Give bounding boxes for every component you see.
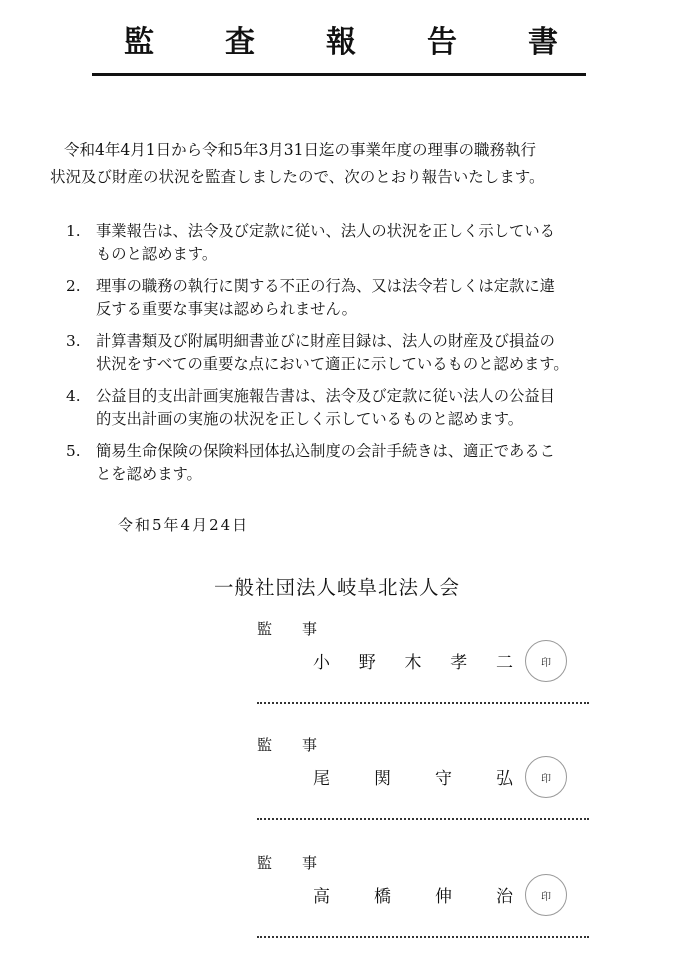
intro-line-1: 令和4年4月1日から令和5年3月31日迄の事業年度の理事の職務執行 (64, 141, 537, 159)
title-char: 査 (225, 25, 255, 60)
name-char: 高 (313, 887, 330, 907)
document-title (92, 22, 586, 76)
role-char: 事 (301, 620, 317, 638)
name-char: 治 (496, 887, 513, 907)
title-underline (92, 73, 586, 76)
name-char: 弘 (496, 769, 513, 789)
name-char: 木 (404, 653, 422, 673)
signatory-role (257, 734, 317, 755)
name-char: 関 (374, 769, 391, 789)
item-text: 公益目的支出計画実施報告書は、法令及び定款に従い法人の公益目 的支出計画の実施の状況を正しく示しているものと認めます。 (96, 387, 555, 428)
signatory-block (257, 734, 589, 830)
list-item (66, 220, 666, 266)
name-char: 伸 (435, 887, 452, 907)
item-text: 事業報告は、法令及び定款に従い、法人の状況を正しく示している ものと認めます。 (96, 222, 555, 263)
name-char: 橋 (374, 887, 391, 907)
item-number: 2. (66, 277, 81, 295)
role-char: 事 (301, 854, 317, 872)
report-date: 令和5年4月24日 (118, 516, 250, 534)
role-char: 監 (257, 854, 273, 872)
list-item (66, 275, 666, 321)
seal-mark: 印 (525, 874, 567, 916)
name-char: 二 (496, 653, 513, 673)
signatory-name (313, 648, 513, 673)
signatory-block (257, 618, 589, 714)
title-char: 報 (326, 25, 356, 60)
signatory-name (313, 764, 513, 789)
intro-line-2: 状況及び財産の状況を監査しましたので、次のとおり報告いたします。 (50, 168, 545, 186)
name-char: 小 (313, 653, 330, 673)
item-number: 3. (66, 332, 81, 350)
list-item (66, 330, 666, 376)
title-char: 監 (124, 25, 154, 60)
role-char: 監 (257, 736, 273, 754)
intro-paragraph (50, 137, 670, 191)
organization-name: 一般社団法人岐阜北法人会 (214, 576, 461, 599)
signature-line (257, 936, 589, 938)
list-item (66, 385, 666, 431)
signatory-name (313, 882, 513, 907)
name-char: 孝 (450, 653, 468, 673)
item-text: 理事の職務の執行に関する不正の行為、又は法令若しくは定款に違 反する重要な事実は認められません。 (96, 277, 555, 318)
signatory-role (257, 852, 317, 873)
item-number: 5. (66, 442, 81, 460)
name-char: 守 (435, 769, 452, 789)
name-char: 尾 (313, 769, 330, 789)
signatory-role (257, 618, 317, 639)
signature-line (257, 818, 589, 820)
seal-mark: 印 (525, 640, 567, 682)
item-text: 簡易生命保険の保険料団体払込制度の会計手続きは、適正であるこ とを認めます。 (96, 442, 555, 483)
role-char: 監 (257, 620, 273, 638)
signature-line (257, 702, 589, 704)
seal-mark: 印 (525, 756, 567, 798)
signatory-block (257, 852, 589, 948)
item-text: 計算書類及び附属明細書並びに財産目録は、法人の財産及び損益の 状況をすべての重要な点において適正に示しているものと認めます。 (96, 332, 569, 373)
title-char: 告 (427, 25, 457, 60)
list-item (66, 440, 666, 486)
item-number: 4. (66, 387, 81, 405)
name-char: 野 (358, 653, 376, 673)
findings-list (66, 220, 666, 495)
item-number: 1. (66, 222, 81, 240)
role-char: 事 (301, 736, 317, 754)
title-char: 書 (528, 25, 558, 60)
